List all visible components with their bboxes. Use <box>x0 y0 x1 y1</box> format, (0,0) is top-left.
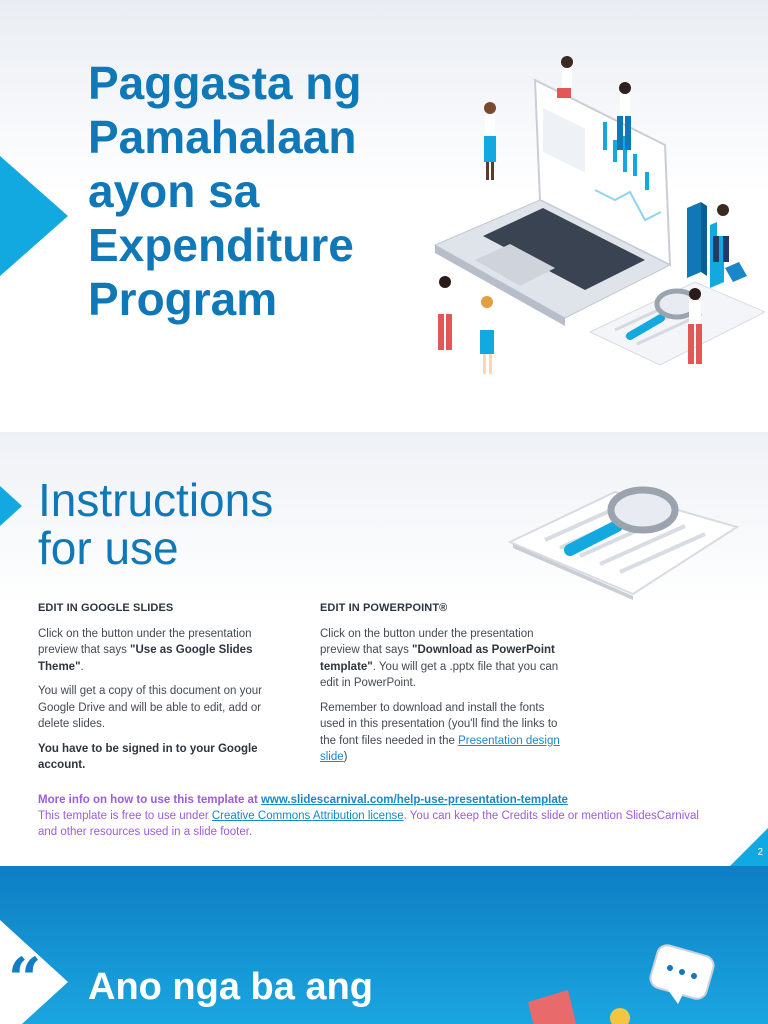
slide-title-heading <box>88 56 408 326</box>
title-line: ayon sa <box>88 165 260 217</box>
title-line: Expenditure <box>88 219 354 271</box>
page-number: 2 <box>757 847 763 858</box>
powerpoint-heading: EDIT IN POWERPOINT® <box>320 602 448 614</box>
creative-commons-link[interactable]: Creative Commons Attribution license <box>211 810 404 822</box>
quote-mark-icon: “ <box>8 945 42 1013</box>
slide-instructions <box>0 432 768 866</box>
powerpoint-column <box>320 600 570 774</box>
google-paragraph-1: Click on the button under the presentation preview that says "Use as Google Slides Theme". <box>38 627 253 673</box>
title-line: for use <box>38 522 179 574</box>
slide-title <box>0 0 768 432</box>
cyan-arrow-shape <box>0 156 68 276</box>
title-line: Program <box>88 273 278 325</box>
slide-quote <box>0 866 768 1024</box>
help-template-link[interactable]: www.slidescarnival.com/help-use-presentation-template <box>260 794 568 806</box>
presentation-design-link[interactable]: Presentation design slide <box>320 734 560 763</box>
google-paragraph-3: You have to be signed in to your Google account. <box>38 742 258 771</box>
more-info-block <box>38 792 718 840</box>
google-heading: EDIT IN GOOGLE SLIDES <box>38 602 174 614</box>
powerpoint-paragraph-1: Click on the button under the presentation preview that says "Download as PowerPoint template". You will get a .pptx file that you can edit in PowerPoint. <box>320 627 559 689</box>
cyan-arrow-shape <box>0 486 22 526</box>
chat-bubble-illustration <box>508 932 768 1024</box>
more-info-line: More info on how to use this template at www.slidescarnival.com/help-use-presentation-template <box>38 794 568 806</box>
title-line: Instructions <box>38 474 274 526</box>
title-line: Pamahalaan <box>88 111 357 163</box>
google-slides-column <box>38 600 288 782</box>
chat-icon <box>648 943 716 1004</box>
title-line: Paggasta ng <box>88 57 362 109</box>
license-line: This template is free to use under Creative Commons Attribution license. You can keep the Credits slide or mention SlidesCarnival and other resources used in a slide footer. <box>38 810 699 838</box>
instructions-heading <box>38 476 273 572</box>
quote-slide-title: Ano nga ba ang <box>88 966 373 1008</box>
laptop-team-illustration <box>425 50 765 390</box>
magnifier-document-illustration <box>505 482 745 602</box>
google-paragraph-2: You will get a copy of this document on your Google Drive and will be able to edit, add or delete slides. <box>38 685 262 730</box>
powerpoint-paragraph-2: Remember to download and install the fonts used in this presentation (you'll find the links to the font files needed in the Presentation design slide) <box>320 701 560 763</box>
